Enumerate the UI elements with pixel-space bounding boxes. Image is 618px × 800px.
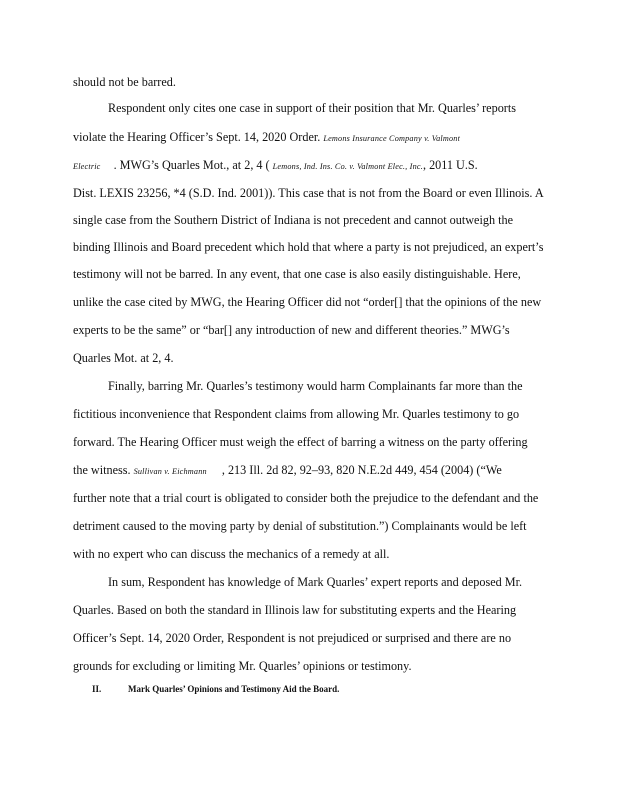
text-line: forward. The Hearing Officer must weigh the effect of barring a witness on the party offering [73,435,528,449]
line-text: fictitious inconvenience that Respondent claims from allowing Mr. Quarles [73,407,441,421]
case-citation: Sullivan v. Eichmann [133,467,207,476]
text-line: Respondent only cites one case in support of their position that Mr. Quarles’ reports [108,101,516,115]
text-line: Quarles. Based on both the standard in Illinois law for substituting experts and the Hearing [73,603,517,617]
text-line: grounds for excluding or limiting Mr. Quarles’ opinions or testimony. [73,659,412,673]
text-line: In sum, Respondent has knowledge of Mark Quarles’ expert reports and deposed Mr. [108,575,523,589]
line-text: violate the Hearing Officer’s Sept. 14, 2020 Order. [73,130,321,144]
line-text: , 2011 U.S. [422,158,478,172]
line-text: . MWG’s Quarles Mot., at 2, 4 ( [113,158,270,172]
text-line: detriment caused to the moving party by denial of substitution.”) Complainants would be left [73,519,527,533]
text-line: with no expert who can discuss the mechanics of a remedy at all. [73,547,390,561]
text-line [73,129,460,147]
text-line: single case from the Southern District of Indiana is not precedent and cannot outweigh the [73,213,513,227]
section-number: II. [92,684,102,694]
line-text: , 213 Ill. 2d 82, 92–93, 820 N.E.2d 449, 454 (2004) (“ [221,463,486,477]
text-line: should not be barred. [73,75,176,89]
text-line: Dist. LEXIS 23256, *4 (S.D. Ind. 2001)). This case that is not from the Board or even Illinois. A [73,186,544,200]
text-line: further note that a trial court is obligated to consider both the prejudice to the defendant and the [73,491,539,505]
text-line [73,406,519,422]
section-heading: Mark Quarles’ Opinions and Testimony Aid the Board. [128,684,340,694]
case-citation: Lemons, Ind. Ins. Co. v. Valmont Elec., Inc. [272,162,423,171]
text-line: Officer’s Sept. 14, 2020 Order, Respondent is not prejudiced or surprised and there are no [73,631,512,645]
text-line: Finally, barring Mr. Quarles’s testimony would harm Complainants far more than the [108,379,523,393]
text-line: Quarles Mot. at 2, 4. [73,351,174,365]
line-text: testimony to go [443,407,520,421]
line-text: the witness. [73,463,131,477]
text-line [73,157,478,175]
text-line [73,462,502,480]
text-line: unlike the case cited by MWG, the Hearing Officer did not “order[] that the opinions of the new [73,295,542,309]
case-citation: Lemons Insurance Company v. Valmont [323,134,461,143]
case-citation: Electric [73,162,101,171]
text-line: testimony will not be barred. In any event, that one case is also easily distinguishable. Here, [73,267,521,281]
text-line: binding Illinois and Board precedent which hold that where a party is not prejudiced, an expert’s [73,240,544,254]
text-line: experts to be the same” or “bar[] any introduction of new and different theories.” MWG’s [73,323,510,337]
line-text: We [485,463,502,477]
